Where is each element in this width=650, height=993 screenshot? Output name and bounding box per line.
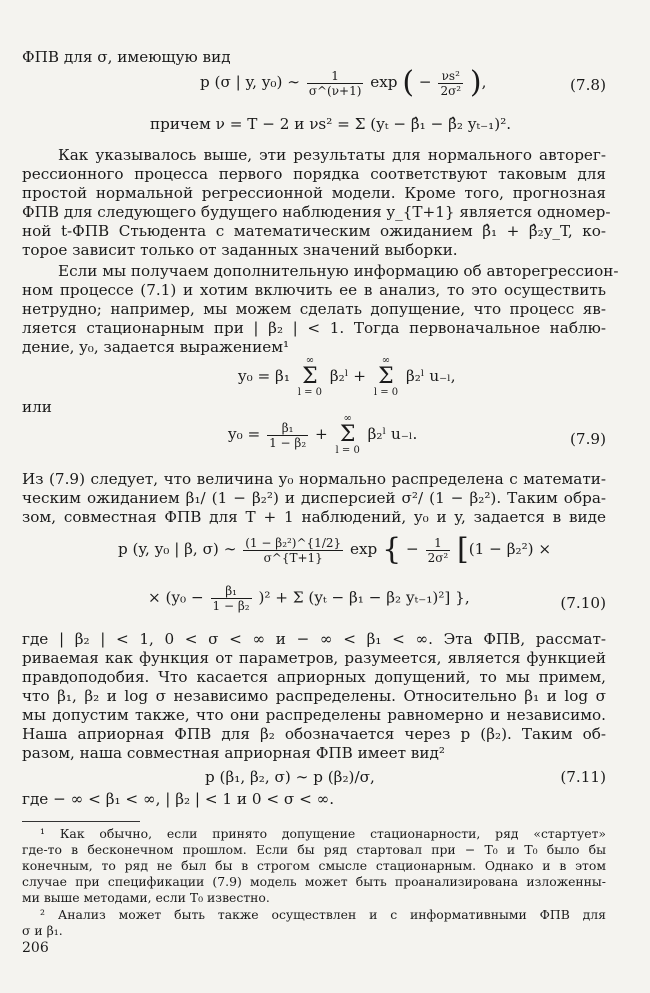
eq79-frac-den: 1 − β₂ [269,435,307,450]
footnote1-line: случае при спецификации (7.9) модель может быть проанализирована изложенны- [22,874,606,889]
para3-line: ческим ожиданием β₁/ (1 − β₂²) и дисперсией σ²/ (1 − β₂²). Таким обра- [22,489,606,507]
eq78-inner-den: 2σ² [440,83,462,98]
eq710-frac-den: σ^{T+1} [263,550,323,565]
eq710-number: (7.10) [560,594,606,612]
footnote1-line: где-то в бесконечном прошлом. Если бы ряд стартовал при − T₀ и T₀ было бы [22,842,606,857]
eq78-fraction [307,69,364,98]
para3-line: Из (7.9) следует, что величина y₀ нормально распределена с математи- [22,470,606,488]
eq710-frac-num: (1 − β₂²)^{1/2} [245,535,342,550]
para1-line: простой нормальной регрессионной модели. Кроме того, прогнозная [22,184,606,202]
eq710-line2-post: )² + Σ (yₜ − β₁ − β₂ yₜ₋₁)²] }, [258,588,470,607]
sum-top: ∞ [343,413,352,424]
eq710-f3-den: 1 − β₂ [212,599,250,613]
eq711-number: (7.11) [560,768,606,786]
equation-7-10-line2 [148,584,470,613]
para4-line: разом, наша совместная априорная ФПВ имеет вид² [22,744,445,762]
eq710-line2-pre: × (y₀ − [148,588,204,607]
eq78-paren-close: ) [469,65,482,100]
sum-top: ∞ [381,355,391,366]
eq710-bracket-open: [ [457,532,469,567]
para1-line: рессионного процесса первого порядка соответствуют таковым для [22,165,606,183]
para4-line: Наша априорная ФПВ для β₂ обозначается через p (β₂). Таким об- [22,725,606,743]
eq710-exp: exp [349,540,378,558]
eqy0-term2: β₂ˡ u₋ₗ, [405,367,456,385]
para4-line: мы допустим также, что они распределены равномерно и независимо. [22,706,606,724]
sum-bottom: l = 0 [297,387,323,398]
eq710-brace: { [382,532,402,567]
sigma-symbol: Σ [378,364,394,389]
sum-operator [298,356,322,398]
para3-line: зом, совместная ФПВ для T + 1 наблюдений, y₀ и y, задается в виде [22,508,606,526]
equation-7-11: p (β₁, β₂, σ) ∼ p (β₂)/σ, [205,768,375,786]
sum-bottom: l = 0 [335,445,360,456]
footnote1-line: конечным, то ряд не был бы в строгом смысле стационарным. Однако и в этом [22,858,606,873]
eq78-condition: причем ν = T − 2 и νs² = Σ (yₜ − β̂₁ − β̂₂ yₜ₋₁)². [150,115,512,133]
footnote-divider [22,821,140,822]
intro-line: ФПВ для σ, имеющую вид [22,48,231,66]
eq710-bracket-body: (1 − β₂²) × [468,540,552,558]
eqy0-term1: β₂ˡ + [329,367,366,385]
or-word: или [22,398,52,416]
eq710-fraction [243,536,343,565]
eq711-condition: где − ∞ < β₁ < ∞, | β₂ | < 1 и 0 < σ < ∞. [22,790,335,808]
eq710-lhs: p (y, y₀ | β, σ) ∼ [118,540,237,558]
eq78-frac-den: σ^(ν+1) [308,83,362,98]
sigma-symbol: Σ [339,422,356,447]
para1-line: ной t-ФПВ Стьюдента с математическим ожиданием β̂₁ + β̂₂y_T, ко- [22,222,606,240]
eq78-inner-num: νs² [438,69,463,84]
equation-y0 [238,356,456,398]
eq79-fraction [267,421,308,450]
eq79-plus: + [314,425,328,443]
para2-line: Если мы получаем дополнительную информацию об авторегрессион- [58,262,619,280]
footnote1-line: ми выше методами, если T₀ известно. [22,890,270,905]
eqy0-lhs: y₀ = β₁ [238,367,290,385]
eq78-inner-sign: − [418,73,432,91]
equation-7-9 [228,414,417,456]
eq78-number: (7.8) [569,76,606,94]
para4-line: где | β₂ | < 1, 0 < σ < ∞ и − ∞ < β₁ < ∞. Эта ФПВ, рассмат- [22,630,606,648]
eq78-lhs: p (σ | y, y₀) ∼ [200,73,300,91]
para4-line: правдоподобия. Что касается априорных допущений, то мы примем, [22,668,606,686]
footnote1-line: ¹ Как обычно, если принято допущение стационарности, ряд «стартует» [40,826,606,841]
sum-operator [336,414,360,456]
eq78-exp: exp [370,73,398,91]
para2-line: ном процессе (7.1) и хотим включить ее в анализ, то это осуществить [22,281,606,299]
eq78-inner-fraction [438,69,463,98]
eq79-number: (7.9) [569,430,606,448]
sigma-symbol: Σ [302,364,318,389]
eq79-term: β₂ˡ u₋ₗ. [367,425,418,443]
sum-operator [374,356,398,398]
equation-7-10-line1 [118,532,552,567]
para4-line: что β₁, β₂ и log σ независимо распределены. Относительно β₁ и log σ [22,687,606,705]
eq710-fraction-3 [211,584,252,613]
eq710-fraction-2 [426,536,451,565]
sum-top: ∞ [305,355,315,366]
sum-bottom: l = 0 [373,387,399,398]
eq79-frac-num: β₁ [267,421,308,436]
equation-7-8: p (σ | y, y₀) ∼ $\frac{1}{\sigma\^{}(\nu+1)}$ exp ( − $\frac{\text{νs²}}{\text{2σ²}}$ ), [200,65,487,100]
eq710-f2-den: 2σ² [427,550,449,565]
para2-line: нетрудно; например, мы можем сделать допущение, что процесс яв- [22,300,606,318]
eq710-minus: − [406,540,419,558]
para4-line: риваемая как функция от параметров, разумеется, является функцией [22,649,606,667]
eq710-f3-num: β₁ [211,584,252,599]
para1-line: торое зависит только от заданных значений выборки. [22,241,458,259]
footnote2-line: ² Анализ может быть также осуществлен и с информативными ФПВ для [40,907,606,922]
footnote2-line: σ и β₁. [22,923,63,938]
eq79-lhs: y₀ = [228,425,261,443]
para2-line: дение, y₀, задается выражением¹ [22,338,290,356]
para1-line: ФПВ для следующего будущего наблюдения y_{T+1} является одномер- [22,203,611,221]
eq710-f2-num: 1 [426,536,451,551]
para1-line: Как указывалось выше, эти результаты для нормального авторег- [58,146,606,164]
page-number: 206 [22,940,49,956]
eq78-paren-open: ( [402,65,415,100]
para2-line: ляется стационарным при | β₂ | < 1. Тогда первоначальное наблю- [22,319,606,337]
eq78-frac-num: 1 [307,69,364,84]
